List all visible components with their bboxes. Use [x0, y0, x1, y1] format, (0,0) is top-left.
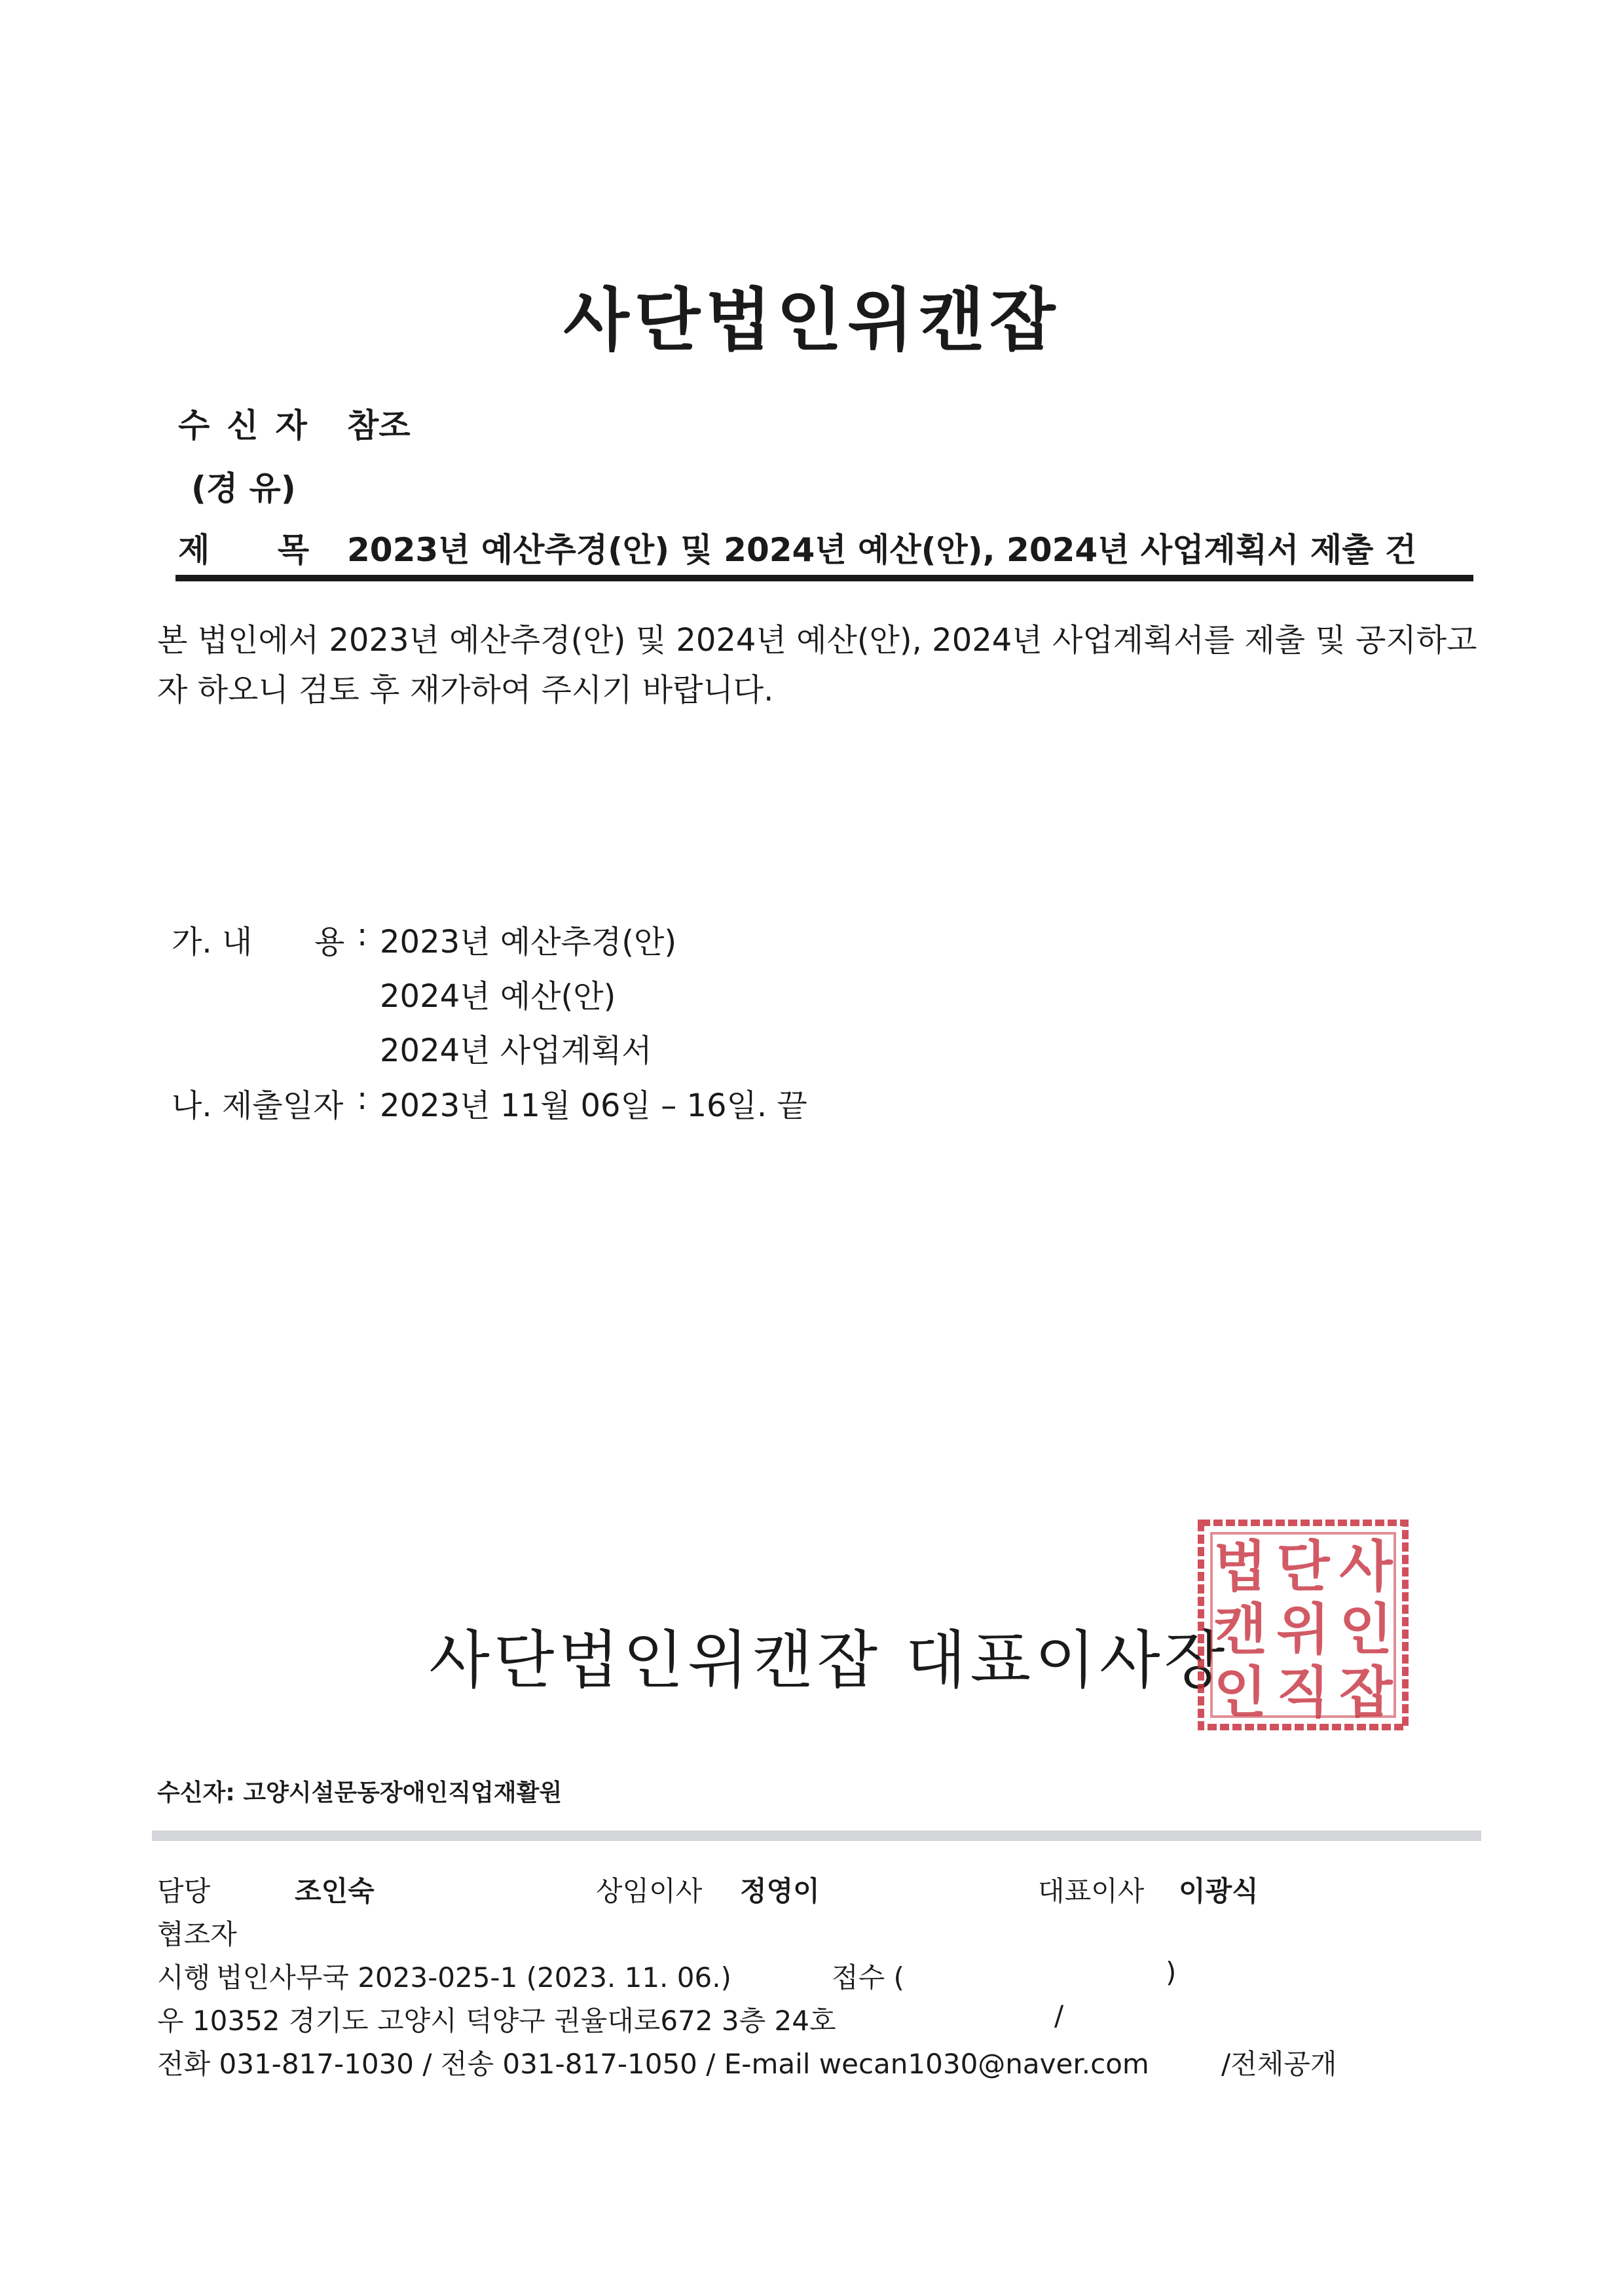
receipt-close: ) — [1166, 1956, 1177, 1988]
director-label: 상임이사 — [596, 1875, 703, 1907]
item-a-label: 가. 내 — [172, 924, 253, 960]
address-line: 우 10352 경기도 고양시 덕양구 권율대로672 3층 24호 — [157, 2005, 836, 2037]
exec-value: 법인사무국 2023-025-1 (2023. 11. 06.) — [216, 1961, 731, 1994]
ceo-label: 대표이사 — [1038, 1875, 1145, 1907]
item-b-colon: : — [357, 1080, 368, 1117]
official-seal-icon — [1196, 1518, 1411, 1732]
seal-glyph: 사 — [1339, 1534, 1393, 1599]
body-paragraph: 본 법인에서 2023년 예산추경(안) 및 2024년 예산(안), 2024년 사업계획서를 제출 및 공지하고자 하오니 검토 후 재가하여 주시기 바랍니다. — [157, 622, 1477, 708]
exec-label: 시행 — [157, 1961, 211, 1994]
contact-line: 전화 031-817-1030 / 전송 031-817-1050 / E-mail wecan1030@naver.com — [157, 2048, 1149, 2080]
seal-glyph: 인 — [1213, 1660, 1267, 1724]
staff-label: 담당 — [157, 1875, 211, 1907]
subject-label-char-2: 목 — [277, 531, 309, 569]
item-a-line-2: 2024년 예산(안) — [380, 978, 616, 1015]
org-title: 사단법인위캔잡 — [563, 280, 1061, 360]
seal-glyph: 위 — [1276, 1597, 1330, 1662]
seal-glyph: 잡 — [1339, 1660, 1393, 1724]
representative-line: 사단법인위캔잡 대표이사장 — [429, 1624, 1229, 1697]
item-a-label-2: 용 — [314, 924, 345, 960]
seal-glyph: 법 — [1213, 1534, 1267, 1599]
seal-glyph: 단 — [1276, 1534, 1330, 1599]
item-b-label: 나. 제출일자 — [172, 1087, 344, 1124]
seal-glyph: 직 — [1276, 1660, 1330, 1724]
ceo-name: 이광식 — [1179, 1875, 1259, 1907]
staff-name: 조인숙 — [295, 1875, 375, 1907]
item-a-line-3: 2024년 사업계획서 — [380, 1032, 652, 1069]
recipient-value: 참조 — [347, 407, 411, 445]
address-slash: / — [1054, 1999, 1064, 2032]
via-label: (경 유) — [191, 469, 296, 507]
footer-divider — [152, 1831, 1481, 1841]
subject-label — [178, 524, 309, 571]
cooperator-label: 협조자 — [157, 1918, 237, 1950]
subject-label-char-1: 제 — [178, 531, 210, 569]
item-a-colon: : — [357, 917, 368, 953]
header-divider — [175, 575, 1473, 581]
seal-glyph: 인 — [1339, 1597, 1393, 1662]
seal-glyph: 캔 — [1213, 1597, 1267, 1662]
subject-value: 2023년 예산추경(안) 및 2024년 예산(안), 2024년 사업계획서 제출 건 — [347, 531, 1417, 569]
recipient-label: 수신자 — [178, 407, 324, 445]
director-name: 정영이 — [740, 1875, 820, 1907]
item-a-line-1: 2023년 예산추경(안) — [380, 924, 677, 960]
recipients-line: 수신자: 고양시설문동장애인직업재활원 — [157, 1779, 563, 1806]
item-b-value: 2023년 11월 06일 – 16일. 끝 — [380, 1087, 807, 1124]
receipt-label: 접수 ( — [832, 1961, 904, 1994]
disclosure-label: /전체공개 — [1221, 2048, 1337, 2080]
